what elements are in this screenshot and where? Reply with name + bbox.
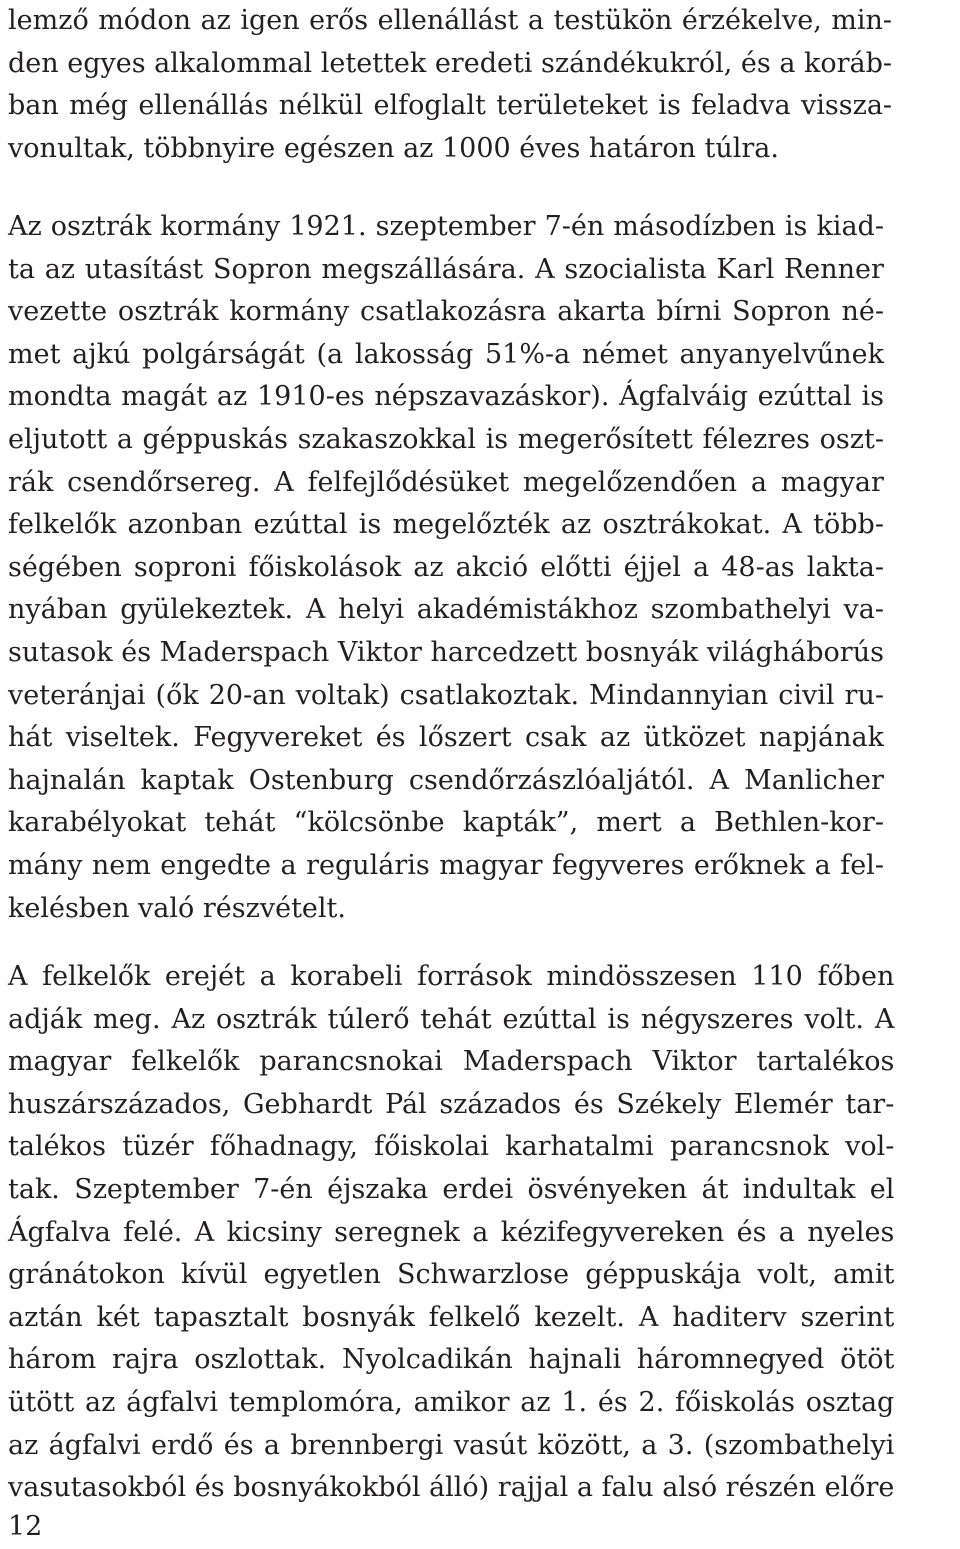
text-line: az ágfalvi erdő és a brennbergi vasút között, a 3. (szombathelyi bbox=[8, 1429, 895, 1461]
text-line: felkelők azonban ezúttal is megelőzték az osztrákokat. A több- bbox=[8, 509, 884, 541]
text-line: A felkelők erejét a korabeli források mindösszesen 110 főben bbox=[8, 961, 895, 992]
text-line: eljutott a géppuskás szakaszokkal is megerősített félezres oszt- bbox=[8, 423, 884, 455]
paragraph-3 bbox=[8, 956, 894, 1510]
text-line: mány nem engedte a reguláris magyar fegyveres erőknek a fel- bbox=[8, 849, 884, 881]
text-line: lemző módon az igen erős ellenállást a testükön érzékelve, min- bbox=[8, 5, 893, 36]
text-line: veteránjai (ők 20-an voltak) csatlakoztak. Mindannyian civil ru- bbox=[8, 679, 884, 711]
text-line: ban még ellenállás nélkül elfoglalt területeket is feladva vissza- bbox=[8, 90, 893, 122]
text-line: ütött az ágfalvi templomóra, amikor az 1. és 2. főiskolás osztag bbox=[8, 1386, 895, 1418]
text-line: huszárszázados, Gebhardt Pál százados és Székely Elemér tar- bbox=[8, 1088, 895, 1120]
page-number: 12 bbox=[8, 1511, 43, 1542]
text-line: aztán két tapasztalt bosnyák felkelő kezelt. A haditerv szerint bbox=[8, 1301, 895, 1333]
text-line: sutasok és Maderspach Viktor harcedzett bosnyák világháborús bbox=[8, 636, 884, 668]
text-line: den egyes alkalommal letettek eredeti szándékukról, és a koráb- bbox=[8, 47, 893, 79]
text-line: talékos tüzér főhadnagy, főiskolai karhatalmi parancsnok vol- bbox=[8, 1131, 895, 1163]
text-line: tak. Szeptember 7-én éjszaka erdei ösvényeken át indultak el bbox=[8, 1173, 895, 1205]
text-line: met ajkú polgárságát (a lakosság 51%-a német anyanyelvűnek bbox=[8, 338, 884, 370]
text-line: hajnalán kaptak Ostenburg csendőrzászlóaljától. A Manlicher bbox=[8, 764, 884, 796]
text-line: ségében soproni főiskolások az akció előtti éjjel a 48-as lakta- bbox=[8, 551, 884, 583]
text-line: vonultak, többnyire egészen az 1000 éves határon túlra. bbox=[8, 132, 779, 164]
text-line: vasutasokból és bosnyákokból álló) rajjal a falu alsó részén előre bbox=[8, 1472, 895, 1504]
text-line: nyában gyülekeztek. A helyi akadémistákhoz szombathelyi va- bbox=[8, 594, 884, 626]
text-line: karabélyokat tehát “kölcsönbe kapták”, mert a Bethlen-kor- bbox=[8, 807, 884, 839]
text-line: gránátokon kívül egyetlen Schwarzlose géppuskája volt, amit bbox=[8, 1259, 895, 1291]
text-line: Ágfalva felé. A kicsiny seregnek a kézifegyvereken és a nyeles bbox=[8, 1216, 895, 1248]
text-line: Az osztrák kormány 1921. szeptember 7-én másodízben is kiad- bbox=[8, 211, 884, 242]
text-line: rák csendőrsereg. A felfejlődésüket megelőzendően a magyar bbox=[8, 466, 884, 498]
text-line: három rajra oszlottak. Nyolcadikán hajnali háromnegyed ötöt bbox=[8, 1344, 895, 1376]
text-line: ta az utasítást Sopron megszállására. A szocialista Karl Renner bbox=[8, 253, 884, 285]
paragraph-1 bbox=[8, 0, 892, 170]
text-line: hát viseltek. Fegyvereket és lőszert csak az ütközet napjának bbox=[8, 722, 884, 754]
text-line: mondta magát az 1910-es népszavazáskor). Ágfalváig ezúttal is bbox=[8, 381, 884, 413]
text-line: adják meg. Az osztrák túlerő tehát ezúttal is négyszeres volt. A bbox=[8, 1003, 895, 1035]
text-line: vezette osztrák kormány csatlakozásra akarta bírni Sopron né- bbox=[8, 296, 884, 328]
paragraph-2 bbox=[8, 206, 884, 930]
text-line: magyar felkelők parancsnokai Maderspach Viktor tartalékos bbox=[8, 1046, 895, 1078]
text-line: kelésben való részvételt. bbox=[8, 892, 346, 924]
